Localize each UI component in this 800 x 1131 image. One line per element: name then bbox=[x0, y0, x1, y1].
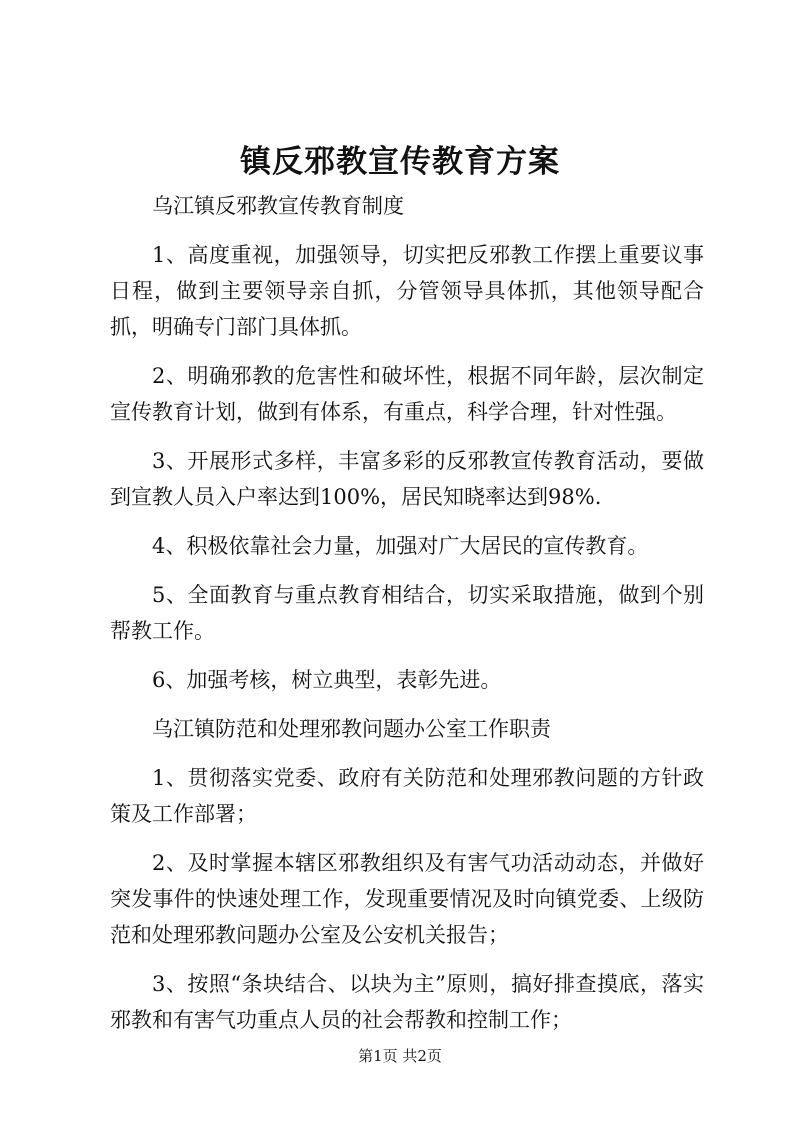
paragraph: 3、按照“条块结合、以块为主”原则，搞好排查摸底，落实邪教和有害气功重点人员的社会帮教和控制工作； bbox=[110, 972, 704, 1032]
paragraph: 5、全面教育与重点教育相结合，切实采取措施，做到个别帮教工作。 bbox=[110, 583, 704, 643]
paragraph: 1、高度重视，加强领导，切实把反邪教工作摆上重要议事日程，做到主要领导亲自抓，分管领导具体抓，其他领导配合抓，明确专门部门具体抓。 bbox=[110, 243, 704, 339]
document-body bbox=[110, 188, 704, 1051]
page-number-footer: 第1页 共2页 bbox=[358, 1047, 442, 1065]
section-heading: 乌江镇反邪教宣传教育制度 bbox=[152, 194, 404, 218]
paragraph: 1、贯彻落实党委、政府有关防范和处理邪教问题的方针政策及工作部署； bbox=[110, 766, 704, 826]
paragraph: 3、开展形式多样，丰富多彩的反邪教宣传教育活动，要做到宣教人员入户率达到100%，居民知晓率达到98%. bbox=[110, 449, 704, 509]
section-heading: 乌江镇防范和处理邪教问题办公室工作职责 bbox=[152, 717, 551, 741]
paragraph: 2、及时掌握本辖区邪教组织及有害气功活动动态，并做好突发事件的快速处理工作，发现重要情况及时向镇党委、上级防范和处理邪教问题办公室及公安机关报告； bbox=[110, 851, 704, 947]
paragraph: 2、明确邪教的危害性和破坏性，根据不同年龄，层次制定宣传教育计划，做到有体系，有重点，科学合理，针对性强。 bbox=[110, 364, 704, 424]
paragraph: 4、积极依靠社会力量，加强对广大居民的宣传教育。 bbox=[152, 534, 649, 558]
paragraph: 6、加强考核，树立典型，表彰先进。 bbox=[152, 668, 502, 692]
document-title: 镇反邪教宣传教育方案 bbox=[240, 144, 560, 180]
